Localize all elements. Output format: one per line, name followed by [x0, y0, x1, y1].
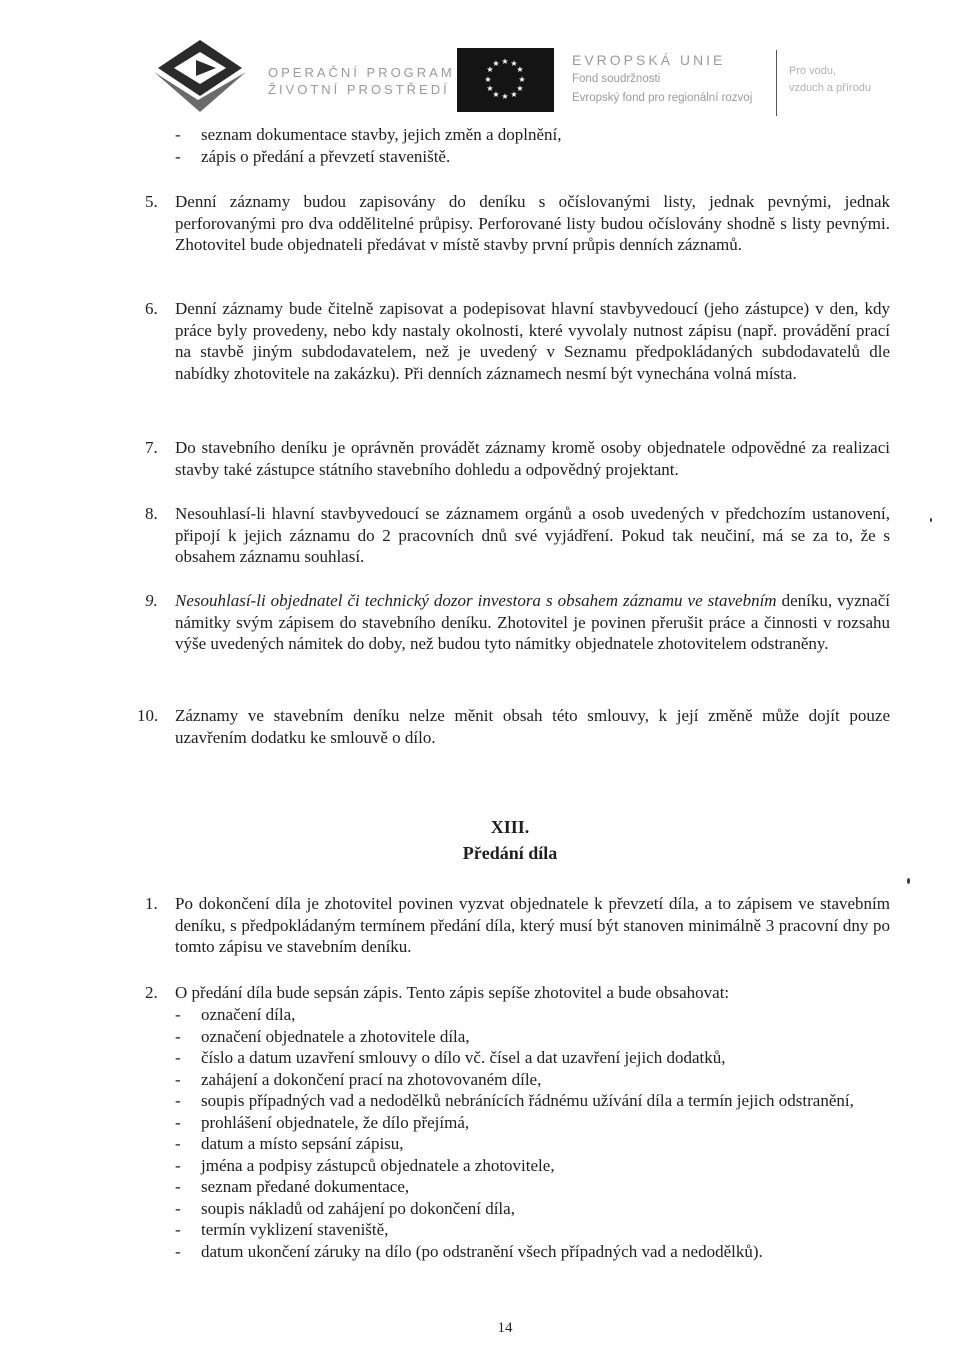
dash: -: [175, 1241, 181, 1261]
slogan-line-2: vzduch a přírodu: [789, 82, 871, 94]
scan-speck: [907, 878, 910, 884]
eu-title: EVROPSKÁ UNIE: [572, 52, 726, 68]
dash: -: [175, 146, 181, 166]
paragraph-number: 9.: [145, 591, 158, 610]
list-item-text: označení objednatele a zhotovitele díla,: [201, 1026, 470, 1046]
dash: -: [175, 1112, 181, 1132]
list-item: [175, 1112, 890, 1134]
list-item: [175, 1241, 890, 1263]
dash: -: [175, 1048, 181, 1067]
paragraph-text: Denní záznamy budou zapisovány do deníku s očíslovanými listy, jednak pevnými, jednak perforovanými pro dva oddělitelné průpisy. Perforované listy budou očíslovány shodně s listy pevnými. Zhotovitel bude objednateli předávat v místě stavby první průpis denních záznamů.: [175, 192, 890, 254]
svg-text:★: ★: [501, 57, 509, 66]
list-item-text: zahájení a dokončení prací na zhotovovaném díle,: [201, 1069, 542, 1089]
svg-text:★: ★: [501, 92, 509, 101]
header-divider: [776, 50, 777, 116]
paragraph-text: Do stavebního deníku je oprávněn provádět záznamy kromě osoby objednatele odpovědné za realizaci stavby také zástupce státního stavebního dohledu a odpovědný projektant.: [175, 438, 890, 479]
list-item-text: datum a místo sepsání zápisu,: [201, 1134, 404, 1153]
program-line-1: OPERAČNÍ PROGRAM: [268, 65, 455, 80]
paragraph-text: O předání díla bude sepsán zápis. Tento zápis sepíše zhotovitel a bude obsahovat:: [175, 983, 730, 1002]
eu-flag-icon: [457, 48, 554, 112]
list-item: [175, 1219, 890, 1241]
svg-text:★: ★: [516, 65, 524, 74]
paragraph-text: [175, 590, 890, 655]
list-item: [175, 1047, 890, 1069]
dash: -: [175, 1177, 181, 1196]
page-number: 14: [497, 1320, 513, 1336]
dash: -: [175, 1069, 181, 1089]
dash: -: [175, 1155, 181, 1175]
paragraph-7: [145, 437, 890, 480]
list-item: [175, 1069, 890, 1091]
list-item: [175, 1155, 890, 1177]
eu-fund-1: Fond soudržnosti: [572, 73, 661, 85]
list-item: [175, 1004, 890, 1026]
dash: -: [175, 1005, 181, 1024]
paragraph-9: [145, 590, 890, 655]
paragraph-number: 8.: [145, 504, 158, 523]
paragraph-text: Záznamy ve stavebním deníku nelze měnit obsah této smlouvy, k její změně může dojít pouze uzavřením dodatku ke smlouvě o dílo.: [175, 706, 890, 747]
section-paragraph-1: [145, 893, 890, 958]
list-item: [175, 124, 890, 146]
dash: -: [175, 1220, 181, 1239]
top-dash-list: [175, 124, 890, 167]
list-item-text: zápis o předání a převzetí staveniště.: [201, 146, 451, 166]
dash: -: [175, 1026, 181, 1046]
svg-text:★: ★: [492, 90, 500, 99]
program-line-2: ŽIVOTNÍ PROSTŘEDÍ: [268, 82, 450, 97]
bottom-dash-list: [175, 1004, 890, 1262]
svg-text:★: ★: [486, 65, 494, 74]
paragraph-rest-text: deníku, vyznačí námitky svým zápisem do stavebního deníku. Zhotovitel je povinen přerušit práce a činnosti v rozsahu výše uvedených námitek do doby, než budou tyto námitky objednatele zhotovitelem odstraněny.: [175, 591, 890, 653]
list-item-text: soupis případných vad a nedodělků nebránících řádnému užívání díla a termín jejich odstranění,: [201, 1091, 854, 1110]
slogan-line-1: Pro vodu,: [789, 65, 837, 77]
section-number: XIII.: [490, 817, 530, 837]
list-item-text: prohlášení objednatele, že dílo přejímá,: [201, 1112, 470, 1132]
list-item-text: číslo a datum uzavření smlouvy o dílo vč. čísel a dat uzavření jejich dodatků,: [201, 1048, 726, 1067]
list-item-text: datum ukončení záruky na dílo (po odstranění všech případných vad a nedodělků).: [201, 1241, 763, 1261]
paragraph-10: [137, 705, 890, 748]
section-paragraph-2: [145, 982, 890, 1004]
page-header: [0, 0, 960, 130]
paragraph-number: 5.: [145, 192, 158, 211]
svg-text:★: ★: [492, 59, 500, 68]
paragraph-number: 10.: [137, 706, 159, 725]
paragraph-8: [145, 503, 890, 568]
paragraph-6: [145, 298, 890, 384]
paragraph-text: Nesouhlasí-li hlavní stavbyvedoucí se záznamem orgánů a osob uvedených v předchozím ustanovení, připojí k jejich záznamu do 2 pracovních dnů své vyjádření. Pokud tak neučiní, má se za to, že s obsahem záznamu souhlasí.: [175, 504, 890, 566]
program-name: [268, 64, 455, 98]
svg-text:★: ★: [510, 90, 518, 99]
scan-speck: [930, 518, 932, 522]
op-zp-logo-icon: [150, 38, 250, 118]
list-item-text: termín vyklizení staveniště,: [201, 1220, 389, 1239]
list-item: [175, 1133, 890, 1155]
paragraph-5: [145, 191, 890, 256]
list-item-text: soupis nákladů od zahájení po dokončení díla,: [201, 1198, 515, 1218]
list-item-text: označení díla,: [201, 1005, 296, 1024]
paragraph-number: 6.: [145, 299, 158, 318]
svg-text:★: ★: [486, 84, 494, 93]
svg-text:★: ★: [510, 59, 518, 68]
list-item-text: seznam dokumentace stavby, jejich změn a doplnění,: [201, 125, 562, 144]
list-item: [175, 1198, 890, 1220]
svg-text:★: ★: [484, 75, 492, 84]
paragraph-italic-text: Nesouhlasí-li objednatel či technický dozor investora s obsahem záznamu ve stavebním: [175, 591, 777, 610]
paragraph-number: 1.: [145, 894, 158, 913]
dash: -: [175, 1134, 181, 1153]
svg-text:★: ★: [518, 75, 526, 84]
list-item-text: jména a podpisy zástupců objednatele a zhotovitele,: [201, 1155, 555, 1175]
paragraph-number: 2.: [145, 983, 158, 1002]
dash: -: [175, 1198, 181, 1218]
list-item-text: seznam předané dokumentace,: [201, 1177, 410, 1196]
slogan: [789, 63, 871, 97]
list-item: [175, 1026, 890, 1048]
svg-text:★: ★: [516, 84, 524, 93]
list-item: [175, 1090, 890, 1112]
paragraph-text: Po dokončení díla je zhotovitel povinen vyzvat objednatele k převzetí díla, a to zápisem ve stavebním deníku, s předpokládaným termínem předání díla, který musí být stanoven minimálně 3 pracovní dny po tomto zápisu ve stavebním deníku.: [175, 894, 890, 956]
eu-text: [572, 51, 752, 108]
eu-fund-2: Evropský fond pro regionální rozvoj: [572, 92, 753, 104]
paragraph-number: 7.: [145, 438, 158, 457]
list-item: [175, 146, 890, 168]
section-title: Předání díla: [462, 843, 558, 863]
dash: -: [175, 1091, 181, 1110]
dash: -: [175, 125, 181, 144]
list-item: [175, 1176, 890, 1198]
paragraph-text: Denní záznamy bude čitelně zapisovat a podepisovat hlavní stavbyvedoucí (jeho zástupce) v den, kdy práce byly provedeny, nebo kdy nastaly okolnosti, které vyvolaly nutnost zápisu (např. provádění prací na stavbě jiným subdodavatelem, než je uvedený v Seznamu předpokládaných subdodavatelů dle nabídky zhotovitele na zakázku). Při denních záznamech nesmí být vynechána volná místa.: [175, 299, 890, 383]
